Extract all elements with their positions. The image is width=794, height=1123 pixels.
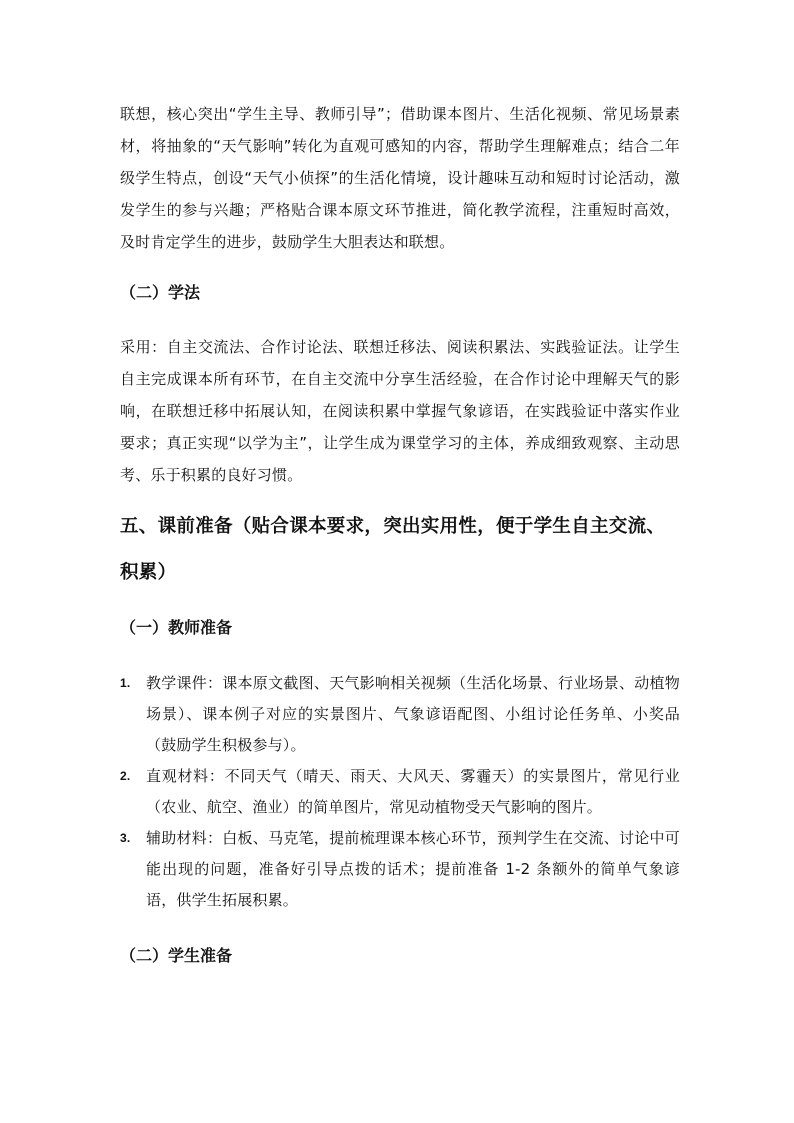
prep-heading <box>120 504 680 596</box>
student-prep-heading <box>120 940 680 972</box>
list-number: 3. <box>120 831 131 845</box>
learning-method-paragraph <box>120 331 680 491</box>
list-number: 1. <box>120 676 131 690</box>
list-item <box>120 823 680 916</box>
section-heading: （一）教师准备 <box>120 618 233 637</box>
paragraph-text: 采用：自主交流法、合作讨论法、联想迁移法、阅读积累法、实践验证法。让学生自主完成课本所有环节，在自主交流中分享生活经验，在合作讨论中理解天气的影响，在联想迁移中拓展认知，在阅读积累中掌握气象谚语，在实践验证中落实作业要求；真正实现“以学为主”，让学生成为课堂学习的主体，养成细致观察、主动思考、乐于积累的良好习惯。 <box>120 338 680 484</box>
list-item-text: 教学课件：课本原文截图、天气影响相关视频（生活化场景、行业场景、动植物场景）、课本例子对应的实景图片、气象谚语配图、小组讨论任务单、小奖品（鼓励学生积极参与）。 <box>146 674 680 754</box>
list-item-text: 辅助材料：白板、马克笔，提前梳理课本核心环节，预判学生在交流、讨论中可能出现的问题，准备好引导点拨的话术；提前准备 1-2 条额外的简单气象谚语，供学生拓展积累。 <box>146 829 680 909</box>
teacher-prep-list <box>120 668 680 916</box>
section-heading: （二）学生准备 <box>120 946 233 965</box>
paragraph-text: 联想，核心突出“学生主导、教师引导”；借助课本图片、生活化视频、常见场景素材，将抽象的“天气影响”转化为直观可感知的内容，帮助学生理解难点；结合二年级学生特点，创设“天气小侦探”的生活化情境，设计趣味互动和短时讨论活动，激发学生的参与兴趣；严格贴合课本原文环节推进，简化教学流程，注重短时高效，及时肯定学生的进步，鼓励学生大胆表达和联想。 <box>120 105 680 251</box>
teaching-method-paragraph <box>120 98 680 258</box>
chapter-heading: 五、课前准备（贴合课本要求，突出实用性，便于学生自主交流、积累） <box>120 516 666 583</box>
list-item <box>120 668 680 761</box>
teacher-prep-heading <box>120 612 680 644</box>
learning-method-heading <box>120 277 680 309</box>
list-number: 2. <box>120 769 131 783</box>
numbered-list <box>120 668 680 916</box>
list-item-text: 直观材料：不同天气（晴天、雨天、大风天、雾霾天）的实景图片，常见行业（农业、航空、渔业）的简单图片，常见动植物受天气影响的图片。 <box>146 767 680 816</box>
section-heading: （二）学法 <box>120 283 201 302</box>
list-item <box>120 761 680 823</box>
